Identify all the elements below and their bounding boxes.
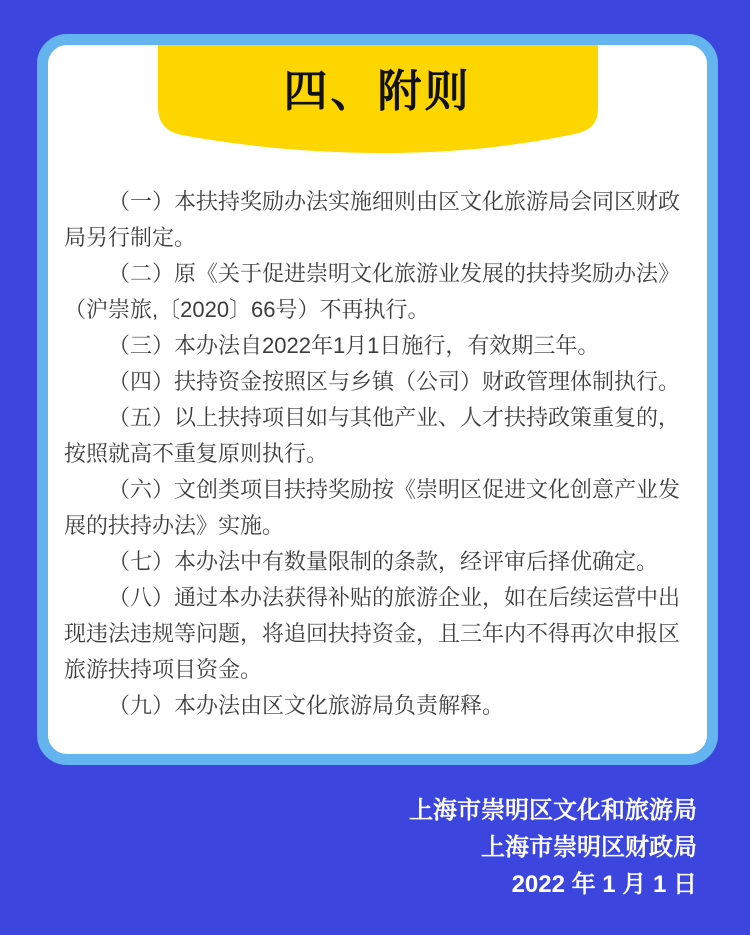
page-title: 四、附则 [283,67,472,116]
provision-item-5: （五）以上扶持项目如与其他产业、人才扶持政策重复的，按照就高不重复原则执行。 [64,405,681,466]
provision-item-8: （八）通过本办法获得补贴的旅游企业，如在后续运营中出现违法违规等问题，将追回扶持资金，且三年内不得再次申报区旅游扶持项目资金。 [64,585,681,682]
provisions-list [48,155,707,724]
provision-item-4: （四）扶持资金按照区与乡镇（公司）财政管理体制执行。 [108,369,681,394]
footer-date: 2022 年 1 月 1 日 [511,871,697,898]
provision-item-9: （九）本办法由区文化旅游局负责解释。 [108,693,505,718]
signature-block [409,792,697,903]
footer-agency-culture-tourism: 上海市崇明区文化和旅游局 [409,797,697,824]
content-card [37,34,718,765]
provision-item-3: （三）本办法自2022年1月1日施行，有效期三年。 [108,333,600,358]
provision-item-6: （六）文创类项目扶持奖励按《崇明区促进文化创意产业发展的扶持办法》实施。 [64,477,681,538]
footer-agency-finance: 上海市崇明区财政局 [481,834,697,861]
provision-item-2: （二）原《关于促进崇明文化旅游业发展的扶持奖励办法》（沪崇旅,〔2020〕66号）不再执行。 [64,261,681,322]
title-banner [158,45,598,155]
provision-item-7: （七）本办法中有数量限制的条款，经评审后择优确定。 [108,549,659,574]
provision-item-1: （一）本扶持奖励办法实施细则由区文化旅游局会同区财政局另行制定。 [64,189,681,250]
